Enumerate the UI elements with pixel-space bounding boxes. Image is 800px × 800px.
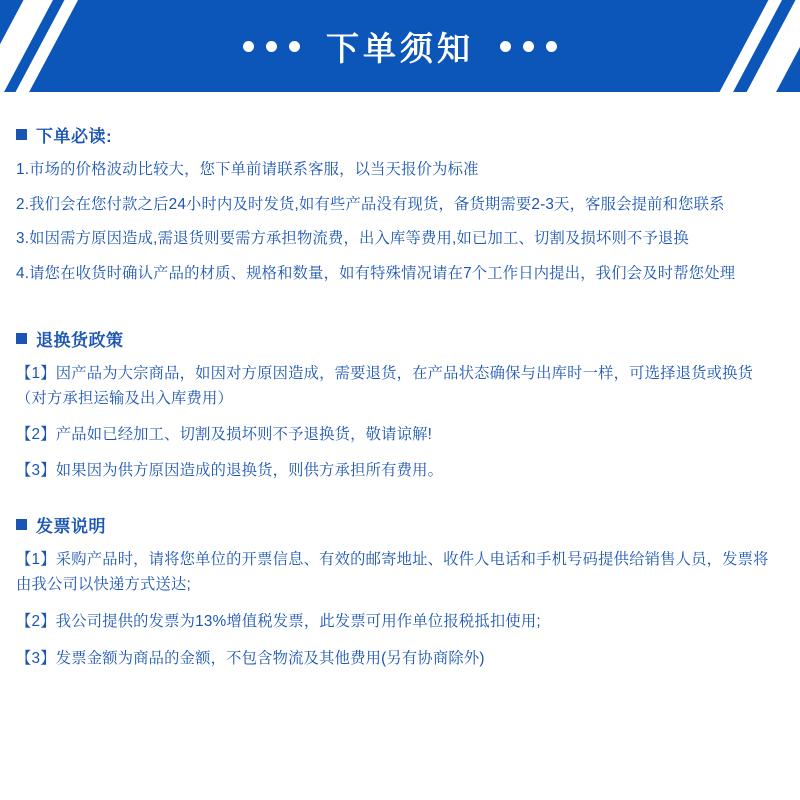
notice-line: 【3】如果因为供方原因造成的退换货，则供方承担所有费用。 [16,461,444,479]
notice-line: 【2】我公司提供的发票为13%增值税发票，此发票可用作单位报税抵扣使用; [16,612,541,630]
dot-icon [289,41,300,52]
section-spacer [16,494,784,512]
dot-icon [546,41,557,52]
notice-line: 2.我们会在您付款之后24小时内及时发货,如有些产品没有现货，备货期需要2-3天，客服会提前和您联系 [16,195,725,213]
notice-line: 【3】发票金额为商品的金额，不包含物流及其他费用(另有协商除外) [16,649,485,667]
square-bullet-icon [16,519,27,530]
notice-line: 【1】因产品为大宗商品，如因对方原因造成，需要退货，在产品状态确保与出库时一样，可选择退货或换货（对方承担运输及出入库费用） [16,364,754,408]
section-invoice-info [16,512,784,672]
dot-icon [500,41,511,52]
section-title: 下单必读: [36,127,113,146]
notice-line: 4.请您在收货时确认产品的材质、规格和数量，如有特殊情况请在7个工作日内提出，我们会及时帮您处理 [16,265,736,283]
section-return-policy [16,326,784,484]
page-title: 下单须知 [326,29,474,67]
dot-icon [243,41,254,52]
square-bullet-icon [16,333,27,344]
square-bullet-icon [16,129,27,140]
notice-line: 1.市场的价格波动比较大，您下单前请联系客服，以当天报价为标准 [16,161,479,178]
right-dots-decoration [500,41,557,52]
section-title: 发票说明 [36,516,106,536]
section-spacer [16,296,784,326]
section-must-read [16,122,784,287]
section-heading [16,512,784,537]
section-heading [16,122,784,147]
section-title: 退换货政策 [36,330,124,350]
banner-content [0,0,800,92]
notice-line: 【1】采购产品时，请将您单位的开票信息、有效的邮寄地址、收件人电话和手机号码提供给销售人员，发票将由我公司以快递方式送达; [16,550,769,594]
dot-icon [523,41,534,52]
page-banner [0,0,800,92]
notice-line: 【2】产品如已经加工、切割及损坏则不予退换货，敬请谅解! [16,426,433,444]
section-heading [16,326,784,351]
notice-content [0,92,800,671]
left-dots-decoration [243,41,300,52]
notice-line: 3.如因需方原因造成,需退货则要需方承担物流费，出入库等费用,如已加工、切割及损坏则不予退换 [16,230,689,248]
dot-icon [266,41,277,52]
